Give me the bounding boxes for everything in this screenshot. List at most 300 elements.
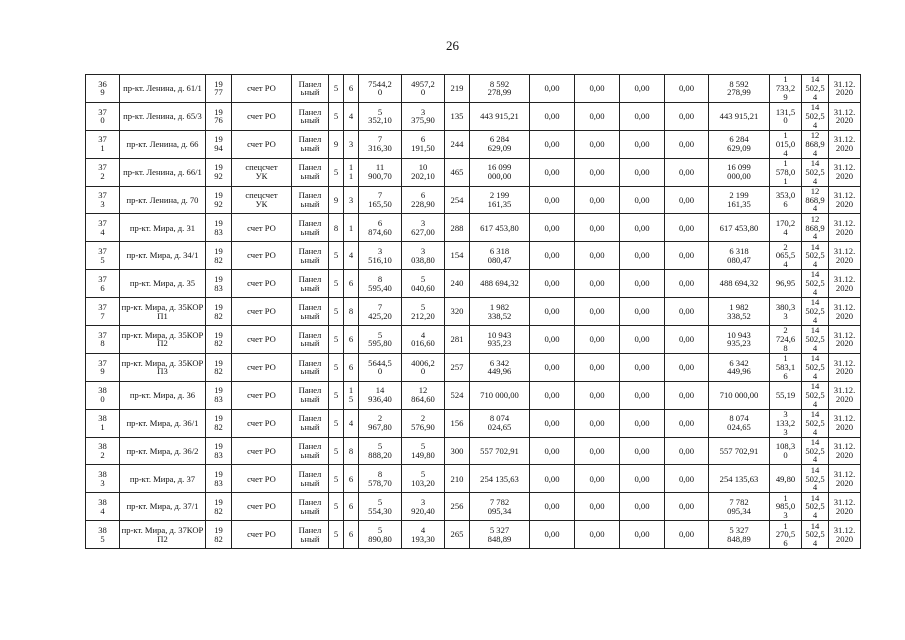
cell-limit-per-sqm: 14 502,5 4 (802, 465, 829, 493)
cell-fund-account: счет РО (232, 214, 292, 242)
cell-cost-municipal: 0,00 (620, 353, 665, 381)
cell-cost-regional: 0,00 (575, 493, 620, 521)
cell-total-cost: 16 099 000,00 (470, 158, 530, 186)
table-row (86, 521, 861, 549)
cell-cost-municipal: 0,00 (620, 75, 665, 103)
cell-entrances: 6 (344, 353, 359, 381)
cell-living-area: 4 193,30 (402, 521, 445, 549)
cell-address: пр-кт. Мира, д. 35КОРП2 (120, 326, 206, 354)
cell-entrances: 6 (344, 493, 359, 521)
cell-address: пр-кт. Мира, д. 36/2 (120, 437, 206, 465)
cell-entrances: 4 (344, 409, 359, 437)
cell-fund-account: счет РО (232, 242, 292, 270)
cell-cost-owners: 0,00 (665, 409, 709, 437)
cell-cost-fund: 443 915,21 (709, 102, 770, 130)
cell-deadline: 31.12. 2020 (829, 242, 861, 270)
cell-total-area: 5 888,20 (359, 437, 402, 465)
table-row (86, 409, 861, 437)
cell-total-area: 8 578,70 (359, 465, 402, 493)
cell-cost-fund: 1 982 338,52 (709, 298, 770, 326)
cell-living-area: 6 228,90 (402, 186, 445, 214)
housing-register-table (85, 74, 861, 549)
cell-cost-federal: 0,00 (530, 353, 575, 381)
cell-floors: 5 (329, 353, 344, 381)
cell-cost-fund: 8 074 024,65 (709, 409, 770, 437)
cell-address: пр-кт. Мира, д. 34/1 (120, 242, 206, 270)
cell-deadline: 31.12. 2020 (829, 465, 861, 493)
cell-limit-per-sqm: 12 868,9 4 (802, 130, 829, 158)
cell-floors: 5 (329, 242, 344, 270)
cell-row-number: 38 3 (86, 465, 120, 493)
cell-deadline: 31.12. 2020 (829, 186, 861, 214)
cell-row-number: 37 9 (86, 353, 120, 381)
cell-cost-fund: 6 318 080,47 (709, 242, 770, 270)
cell-build-year: 19 82 (206, 409, 232, 437)
cell-build-year: 19 82 (206, 493, 232, 521)
cell-entrances: 6 (344, 270, 359, 298)
cell-cost-regional: 0,00 (575, 158, 620, 186)
cell-cost-fund: 6 342 449,96 (709, 353, 770, 381)
cell-wall-material: Панел ьный (292, 353, 329, 381)
cell-cost-federal: 0,00 (530, 493, 575, 521)
cell-cost-fund: 710 000,00 (709, 381, 770, 409)
cell-floors: 5 (329, 158, 344, 186)
cell-floors: 5 (329, 102, 344, 130)
cell-wall-material: Панел ьный (292, 493, 329, 521)
cell-limit-per-sqm: 14 502,5 4 (802, 381, 829, 409)
cell-row-number: 37 2 (86, 158, 120, 186)
cell-cost-per-sqm: 108,3 0 (770, 437, 802, 465)
cell-build-year: 19 92 (206, 158, 232, 186)
cell-cost-per-sqm: 96,95 (770, 270, 802, 298)
cell-residents: 300 (445, 437, 470, 465)
cell-cost-federal: 0,00 (530, 409, 575, 437)
table-row (86, 214, 861, 242)
cell-fund-account: счет РО (232, 465, 292, 493)
cell-wall-material: Панел ьный (292, 437, 329, 465)
cell-wall-material: Панел ьный (292, 409, 329, 437)
cell-cost-regional: 0,00 (575, 465, 620, 493)
cell-cost-per-sqm: 1 733,2 9 (770, 75, 802, 103)
cell-floors: 5 (329, 381, 344, 409)
cell-cost-per-sqm: 2 065,5 4 (770, 242, 802, 270)
cell-deadline: 31.12. 2020 (829, 214, 861, 242)
cell-cost-municipal: 0,00 (620, 521, 665, 549)
cell-build-year: 19 82 (206, 326, 232, 354)
cell-row-number: 38 0 (86, 381, 120, 409)
cell-total-cost: 2 199 161,35 (470, 186, 530, 214)
cell-cost-regional: 0,00 (575, 102, 620, 130)
cell-limit-per-sqm: 14 502,5 4 (802, 270, 829, 298)
cell-build-year: 19 83 (206, 437, 232, 465)
cell-cost-municipal: 0,00 (620, 326, 665, 354)
cell-total-area: 7544,2 0 (359, 75, 402, 103)
cell-deadline: 31.12. 2020 (829, 130, 861, 158)
cell-living-area: 10 202,10 (402, 158, 445, 186)
cell-cost-per-sqm: 170,2 4 (770, 214, 802, 242)
cell-limit-per-sqm: 14 502,5 4 (802, 298, 829, 326)
cell-cost-owners: 0,00 (665, 381, 709, 409)
cell-limit-per-sqm: 14 502,5 4 (802, 437, 829, 465)
cell-cost-federal: 0,00 (530, 465, 575, 493)
cell-living-area: 5 212,20 (402, 298, 445, 326)
cell-cost-municipal: 0,00 (620, 270, 665, 298)
cell-living-area: 5 149,80 (402, 437, 445, 465)
cell-cost-owners: 0,00 (665, 353, 709, 381)
cell-floors: 5 (329, 409, 344, 437)
cell-address: пр-кт. Мира, д. 37/1 (120, 493, 206, 521)
cell-entrances: 1 1 (344, 158, 359, 186)
cell-cost-municipal: 0,00 (620, 409, 665, 437)
cell-limit-per-sqm: 12 868,9 4 (802, 214, 829, 242)
cell-build-year: 19 83 (206, 270, 232, 298)
cell-build-year: 19 82 (206, 242, 232, 270)
cell-cost-owners: 0,00 (665, 270, 709, 298)
cell-floors: 5 (329, 437, 344, 465)
cell-cost-regional: 0,00 (575, 437, 620, 465)
cell-cost-owners: 0,00 (665, 130, 709, 158)
cell-cost-per-sqm: 3 133,2 3 (770, 409, 802, 437)
cell-deadline: 31.12. 2020 (829, 75, 861, 103)
table-row (86, 158, 861, 186)
cell-cost-per-sqm: 55,19 (770, 381, 802, 409)
table-row (86, 270, 861, 298)
cell-cost-federal: 0,00 (530, 381, 575, 409)
cell-residents: 524 (445, 381, 470, 409)
cell-cost-federal: 0,00 (530, 326, 575, 354)
cell-entrances: 4 (344, 242, 359, 270)
cell-total-cost: 8 074 024,65 (470, 409, 530, 437)
cell-cost-municipal: 0,00 (620, 465, 665, 493)
cell-floors: 9 (329, 130, 344, 158)
cell-fund-account: спецсчет УК (232, 186, 292, 214)
cell-deadline: 31.12. 2020 (829, 521, 861, 549)
cell-floors: 5 (329, 75, 344, 103)
cell-cost-federal: 0,00 (530, 102, 575, 130)
table-row (86, 186, 861, 214)
cell-total-area: 5 554,30 (359, 493, 402, 521)
cell-cost-municipal: 0,00 (620, 242, 665, 270)
table-body (86, 75, 861, 549)
cell-cost-owners: 0,00 (665, 102, 709, 130)
cell-entrances: 1 (344, 214, 359, 242)
cell-deadline: 31.12. 2020 (829, 493, 861, 521)
cell-total-cost: 617 453,80 (470, 214, 530, 242)
cell-total-cost: 557 702,91 (470, 437, 530, 465)
cell-living-area: 5 040,60 (402, 270, 445, 298)
cell-cost-owners: 0,00 (665, 437, 709, 465)
cell-cost-federal: 0,00 (530, 242, 575, 270)
cell-cost-regional: 0,00 (575, 521, 620, 549)
cell-total-cost: 443 915,21 (470, 102, 530, 130)
cell-fund-account: счет РО (232, 130, 292, 158)
cell-deadline: 31.12. 2020 (829, 381, 861, 409)
cell-wall-material: Панел ьный (292, 158, 329, 186)
cell-living-area: 6 191,50 (402, 130, 445, 158)
cell-row-number: 37 8 (86, 326, 120, 354)
cell-build-year: 19 94 (206, 130, 232, 158)
cell-residents: 244 (445, 130, 470, 158)
cell-cost-per-sqm: 1 578,0 1 (770, 158, 802, 186)
cell-limit-per-sqm: 14 502,5 4 (802, 521, 829, 549)
cell-residents: 256 (445, 493, 470, 521)
cell-residents: 210 (445, 465, 470, 493)
cell-living-area: 3 038,80 (402, 242, 445, 270)
cell-row-number: 37 4 (86, 214, 120, 242)
cell-address: пр-кт. Ленина, д. 66 (120, 130, 206, 158)
cell-total-cost: 710 000,00 (470, 381, 530, 409)
cell-cost-fund: 2 199 161,35 (709, 186, 770, 214)
cell-fund-account: счет РО (232, 326, 292, 354)
cell-wall-material: Панел ьный (292, 75, 329, 103)
cell-cost-fund: 557 702,91 (709, 437, 770, 465)
cell-deadline: 31.12. 2020 (829, 158, 861, 186)
cell-floors: 8 (329, 214, 344, 242)
cell-total-area: 5 595,80 (359, 326, 402, 354)
cell-row-number: 37 3 (86, 186, 120, 214)
cell-total-cost: 7 782 095,34 (470, 493, 530, 521)
cell-total-area: 6 874,60 (359, 214, 402, 242)
cell-living-area: 4 016,60 (402, 326, 445, 354)
cell-entrances: 4 (344, 102, 359, 130)
cell-cost-municipal: 0,00 (620, 102, 665, 130)
cell-limit-per-sqm: 14 502,5 4 (802, 326, 829, 354)
cell-entrances: 8 (344, 437, 359, 465)
cell-fund-account: счет РО (232, 298, 292, 326)
cell-cost-regional: 0,00 (575, 242, 620, 270)
cell-cost-federal: 0,00 (530, 214, 575, 242)
cell-fund-account: счет РО (232, 381, 292, 409)
cell-row-number: 38 4 (86, 493, 120, 521)
cell-residents: 156 (445, 409, 470, 437)
cell-cost-fund: 5 327 848,89 (709, 521, 770, 549)
cell-total-cost: 6 342 449,96 (470, 353, 530, 381)
cell-wall-material: Панел ьный (292, 214, 329, 242)
cell-limit-per-sqm: 14 502,5 4 (802, 75, 829, 103)
cell-build-year: 19 83 (206, 465, 232, 493)
cell-cost-municipal: 0,00 (620, 130, 665, 158)
cell-deadline: 31.12. 2020 (829, 353, 861, 381)
cell-address: пр-кт. Ленина, д. 70 (120, 186, 206, 214)
cell-cost-owners: 0,00 (665, 298, 709, 326)
table-row (86, 437, 861, 465)
cell-address: пр-кт. Ленина, д. 61/1 (120, 75, 206, 103)
cell-cost-regional: 0,00 (575, 75, 620, 103)
cell-cost-municipal: 0,00 (620, 437, 665, 465)
page-number: 26 (446, 38, 459, 53)
cell-cost-per-sqm: 353,0 6 (770, 186, 802, 214)
table-row (86, 465, 861, 493)
cell-deadline: 31.12. 2020 (829, 298, 861, 326)
cell-wall-material: Панел ьный (292, 298, 329, 326)
cell-build-year: 19 82 (206, 353, 232, 381)
cell-total-cost: 1 982 338,52 (470, 298, 530, 326)
cell-deadline: 31.12. 2020 (829, 102, 861, 130)
cell-cost-fund: 7 782 095,34 (709, 493, 770, 521)
cell-cost-owners: 0,00 (665, 186, 709, 214)
cell-wall-material: Панел ьный (292, 381, 329, 409)
cell-cost-fund: 617 453,80 (709, 214, 770, 242)
cell-living-area: 12 864,60 (402, 381, 445, 409)
cell-residents: 254 (445, 186, 470, 214)
cell-living-area: 4006,2 0 (402, 353, 445, 381)
cell-address: пр-кт. Мира, д. 35КОРП3 (120, 353, 206, 381)
cell-row-number: 37 1 (86, 130, 120, 158)
cell-cost-regional: 0,00 (575, 409, 620, 437)
cell-row-number: 37 6 (86, 270, 120, 298)
cell-cost-federal: 0,00 (530, 521, 575, 549)
cell-row-number: 38 1 (86, 409, 120, 437)
cell-limit-per-sqm: 14 502,5 4 (802, 102, 829, 130)
cell-address: пр-кт. Ленина, д. 66/1 (120, 158, 206, 186)
cell-wall-material: Панел ьный (292, 326, 329, 354)
cell-wall-material: Панел ьный (292, 465, 329, 493)
cell-total-area: 5 352,10 (359, 102, 402, 130)
cell-wall-material: Панел ьный (292, 186, 329, 214)
cell-living-area: 3 920,40 (402, 493, 445, 521)
cell-entrances: 1 5 (344, 381, 359, 409)
cell-cost-federal: 0,00 (530, 298, 575, 326)
cell-total-area: 11 900,70 (359, 158, 402, 186)
cell-floors: 5 (329, 270, 344, 298)
cell-total-area: 2 967,80 (359, 409, 402, 437)
cell-cost-regional: 0,00 (575, 381, 620, 409)
cell-wall-material: Панел ьный (292, 130, 329, 158)
cell-wall-material: Панел ьный (292, 102, 329, 130)
cell-total-cost: 8 592 278,99 (470, 75, 530, 103)
cell-address: пр-кт. Мира, д. 35КОРП1 (120, 298, 206, 326)
cell-cost-owners: 0,00 (665, 158, 709, 186)
cell-cost-regional: 0,00 (575, 270, 620, 298)
cell-address: пр-кт. Мира, д. 37 (120, 465, 206, 493)
table-row (86, 102, 861, 130)
cell-fund-account: счет РО (232, 409, 292, 437)
cell-residents: 265 (445, 521, 470, 549)
cell-cost-regional: 0,00 (575, 186, 620, 214)
cell-cost-per-sqm: 1 985,0 3 (770, 493, 802, 521)
cell-cost-fund: 488 694,32 (709, 270, 770, 298)
cell-row-number: 38 2 (86, 437, 120, 465)
cell-address: пр-кт. Мира, д. 37КОРП2 (120, 521, 206, 549)
cell-fund-account: спецсчет УК (232, 158, 292, 186)
cell-cost-municipal: 0,00 (620, 158, 665, 186)
cell-cost-fund: 10 943 935,23 (709, 326, 770, 354)
cell-total-area: 8 595,40 (359, 270, 402, 298)
cell-fund-account: счет РО (232, 75, 292, 103)
cell-cost-municipal: 0,00 (620, 186, 665, 214)
cell-living-area: 2 576,90 (402, 409, 445, 437)
cell-residents: 465 (445, 158, 470, 186)
cell-floors: 5 (329, 326, 344, 354)
cell-cost-owners: 0,00 (665, 214, 709, 242)
cell-residents: 219 (445, 75, 470, 103)
cell-floors: 5 (329, 465, 344, 493)
cell-fund-account: счет РО (232, 437, 292, 465)
cell-cost-owners: 0,00 (665, 465, 709, 493)
cell-total-area: 5644,5 0 (359, 353, 402, 381)
cell-wall-material: Панел ьный (292, 242, 329, 270)
cell-residents: 257 (445, 353, 470, 381)
cell-deadline: 31.12. 2020 (829, 409, 861, 437)
cell-total-cost: 6 284 629,09 (470, 130, 530, 158)
cell-total-cost: 488 694,32 (470, 270, 530, 298)
cell-cost-owners: 0,00 (665, 242, 709, 270)
cell-build-year: 19 83 (206, 214, 232, 242)
cell-residents: 281 (445, 326, 470, 354)
cell-address: пр-кт. Мира, д. 36/1 (120, 409, 206, 437)
cell-residents: 154 (445, 242, 470, 270)
cell-build-year: 19 83 (206, 381, 232, 409)
cell-fund-account: счет РО (232, 521, 292, 549)
cell-entrances: 8 (344, 298, 359, 326)
cell-cost-municipal: 0,00 (620, 214, 665, 242)
cell-cost-fund: 254 135,63 (709, 465, 770, 493)
cell-cost-federal: 0,00 (530, 186, 575, 214)
cell-cost-fund: 16 099 000,00 (709, 158, 770, 186)
cell-floors: 5 (329, 298, 344, 326)
cell-residents: 320 (445, 298, 470, 326)
cell-cost-regional: 0,00 (575, 353, 620, 381)
cell-limit-per-sqm: 14 502,5 4 (802, 493, 829, 521)
cell-cost-federal: 0,00 (530, 158, 575, 186)
table-row (86, 130, 861, 158)
cell-cost-regional: 0,00 (575, 298, 620, 326)
table-row (86, 353, 861, 381)
cell-row-number: 37 5 (86, 242, 120, 270)
cell-deadline: 31.12. 2020 (829, 326, 861, 354)
cell-fund-account: счет РО (232, 353, 292, 381)
cell-cost-owners: 0,00 (665, 493, 709, 521)
cell-cost-fund: 6 284 629,09 (709, 130, 770, 158)
cell-address: пр-кт. Мира, д. 31 (120, 214, 206, 242)
cell-floors: 5 (329, 493, 344, 521)
cell-limit-per-sqm: 14 502,5 4 (802, 353, 829, 381)
cell-address: пр-кт. Мира, д. 35 (120, 270, 206, 298)
cell-row-number: 37 7 (86, 298, 120, 326)
cell-total-cost: 254 135,63 (470, 465, 530, 493)
cell-limit-per-sqm: 14 502,5 4 (802, 409, 829, 437)
cell-address: пр-кт. Ленина, д. 65/3 (120, 102, 206, 130)
cell-living-area: 3 375,90 (402, 102, 445, 130)
cell-deadline: 31.12. 2020 (829, 270, 861, 298)
table-row (86, 381, 861, 409)
cell-limit-per-sqm: 14 502,5 4 (802, 158, 829, 186)
cell-build-year: 19 76 (206, 102, 232, 130)
table-row (86, 326, 861, 354)
cell-cost-fund: 8 592 278,99 (709, 75, 770, 103)
cell-residents: 288 (445, 214, 470, 242)
cell-row-number: 36 9 (86, 75, 120, 103)
cell-address: пр-кт. Мира, д. 36 (120, 381, 206, 409)
cell-cost-owners: 0,00 (665, 521, 709, 549)
cell-cost-federal: 0,00 (530, 130, 575, 158)
cell-total-area: 7 316,30 (359, 130, 402, 158)
cell-build-year: 19 82 (206, 521, 232, 549)
cell-deadline: 31.12. 2020 (829, 437, 861, 465)
cell-row-number: 38 5 (86, 521, 120, 549)
cell-cost-per-sqm: 131,5 0 (770, 102, 802, 130)
cell-cost-federal: 0,00 (530, 437, 575, 465)
cell-cost-federal: 0,00 (530, 270, 575, 298)
cell-cost-per-sqm: 380,3 3 (770, 298, 802, 326)
cell-wall-material: Панел ьный (292, 270, 329, 298)
cell-floors: 5 (329, 521, 344, 549)
cell-total-area: 5 890,80 (359, 521, 402, 549)
table-row (86, 242, 861, 270)
cell-cost-per-sqm: 49,80 (770, 465, 802, 493)
cell-entrances: 6 (344, 465, 359, 493)
cell-fund-account: счет РО (232, 102, 292, 130)
